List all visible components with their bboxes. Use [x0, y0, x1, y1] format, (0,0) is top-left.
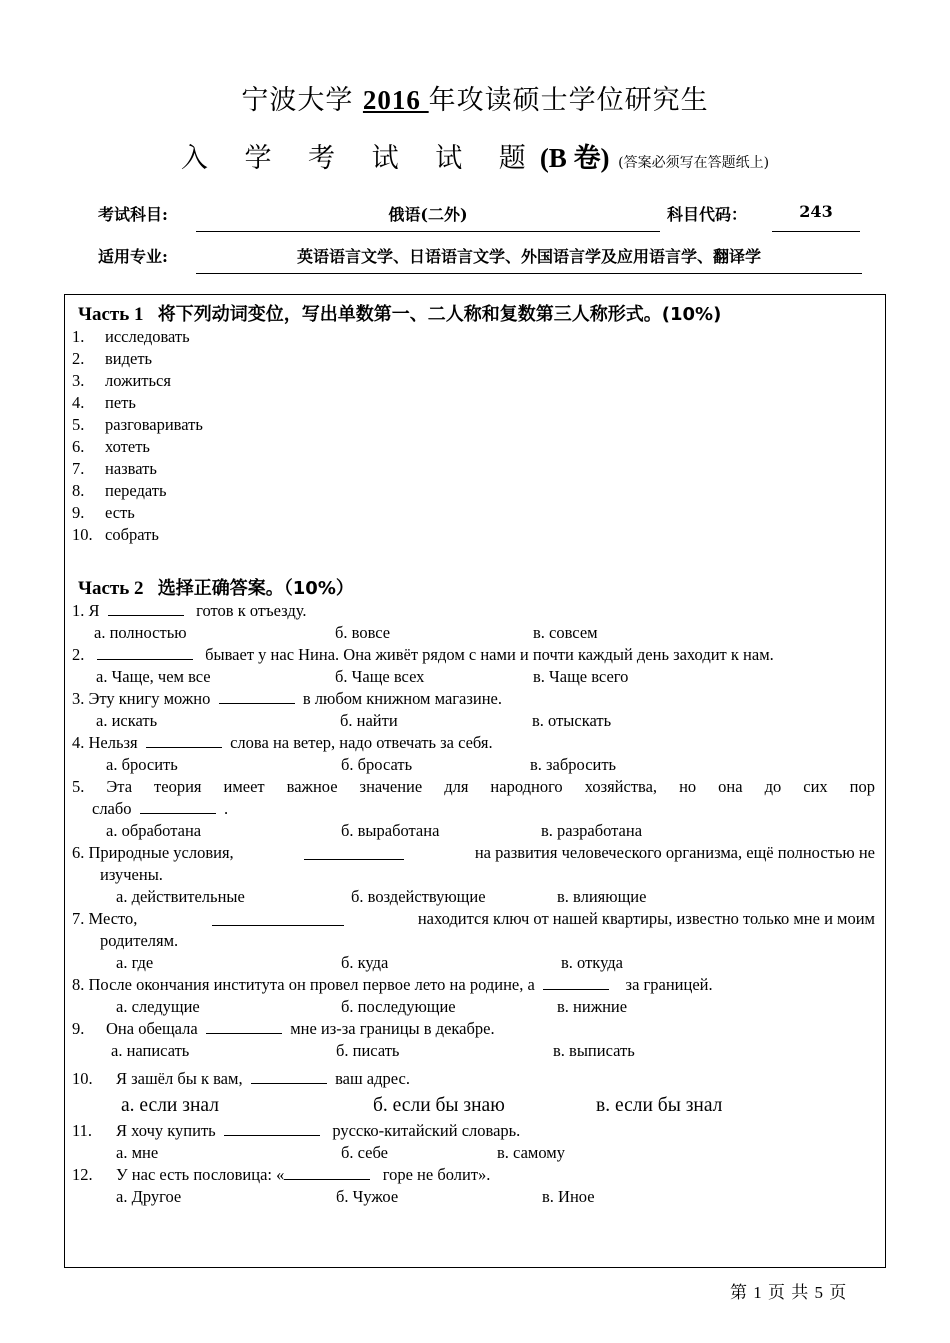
q-text: 3. Эту книгу можно: [72, 689, 211, 708]
q11-option-b: б. себе: [341, 1143, 388, 1162]
q-text: находится ключ от нашей квартиры, известно только мне и моим: [417, 909, 875, 928]
subject-label: 考试科目:: [98, 205, 168, 224]
question-12-num: 12.: [72, 1165, 93, 1184]
item-num: 8.: [72, 481, 85, 500]
item-num: 2.: [72, 349, 85, 368]
part1-verb: передать: [105, 481, 167, 500]
part1-item: [72, 525, 93, 545]
title-rest: 年攻读硕士学位研究生: [428, 85, 709, 116]
q-text: русско-китайский словарь.: [332, 1121, 521, 1140]
q-text: 4. Нельзя: [72, 733, 138, 752]
item-num: 5.: [72, 415, 85, 434]
answer-blank: [140, 799, 216, 814]
question-10-num: 10.: [72, 1069, 93, 1088]
answer-blank: [108, 601, 184, 616]
part1-item: [72, 459, 84, 479]
item-num: 9.: [72, 503, 85, 522]
q6-option-c: в. влияющие: [557, 887, 647, 906]
answer-blank: [146, 733, 222, 748]
q12-option-c: в. Иное: [542, 1187, 595, 1206]
item-num: 1.: [72, 327, 85, 346]
item-num: 6.: [72, 437, 85, 456]
q-text: на развития человеческого организма, ещё полностью не: [474, 843, 875, 862]
q9-option-a: а. написать: [111, 1041, 190, 1060]
question-5: 5. Эта теория имеет важное значение для народного хозяйства, но она до сих пор: [72, 777, 875, 796]
part1-verb: разговаривать: [105, 415, 203, 434]
part1-instruction: 将下列动词变位，写出单数第一、二人称和复数第三人称形式。(10%): [157, 304, 722, 325]
question-9: [106, 1019, 495, 1039]
code-label: 科目代码：: [667, 205, 748, 224]
q-text: слова на ветер, надо отвечать за себя.: [230, 733, 493, 752]
q-text: 7. Место,: [72, 909, 138, 928]
answer-blank: [251, 1069, 327, 1084]
q2-option-a: а. Чаще, чем все: [96, 667, 211, 686]
q8-option-b: б. последующие: [341, 997, 456, 1016]
answer-blank: [543, 975, 609, 990]
question-7-cont: родителям.: [100, 931, 179, 950]
q11-option-c: в. самому: [497, 1143, 565, 1162]
item-num: 4.: [72, 393, 85, 412]
part1-verb: назвать: [105, 459, 157, 478]
subject-value: 俄语(二外): [388, 205, 468, 224]
answer-blank: [212, 911, 344, 926]
part1-verb: собрать: [105, 525, 159, 544]
q-text: готов к отъезду.: [196, 601, 307, 620]
answer-blank: [224, 1121, 320, 1136]
part1-verb: ложиться: [105, 371, 171, 390]
q10-option-a: а. если знал: [121, 1095, 219, 1116]
part1-verb: видеть: [105, 349, 153, 368]
q2-option-b: б. Чаще всех: [335, 667, 425, 686]
code-underline: [772, 231, 860, 232]
question-11-num: 11.: [72, 1121, 93, 1140]
question-4: [72, 733, 493, 753]
question-6-cont: изучены.: [100, 865, 163, 884]
q-text: Я зашёл бы к вам,: [116, 1069, 243, 1088]
part1-item: [72, 503, 84, 523]
question-5-cont: [92, 799, 228, 819]
part1-verb: петь: [105, 393, 136, 412]
title-year: 2016: [362, 85, 429, 115]
answer-blank: [219, 689, 295, 704]
exam-subtitle: [0, 136, 950, 175]
answer-blank: [304, 845, 404, 860]
question-6: [72, 843, 875, 863]
question-11: [116, 1121, 520, 1141]
part1-item: [72, 349, 84, 369]
question-2: [72, 645, 774, 665]
q3-option-c: в. отыскать: [532, 711, 612, 730]
part1-heading: [78, 300, 721, 326]
q-text: 1. Я: [72, 601, 100, 620]
q-text: в любом книжном магазине.: [302, 689, 502, 708]
question-8: [72, 975, 713, 995]
q12-option-a: а. Другое: [116, 1187, 182, 1206]
part1-item: [72, 393, 84, 413]
item-num: 7.: [72, 459, 85, 478]
q-text: .: [224, 799, 229, 818]
part1-label: Часть 1: [78, 304, 144, 325]
q8-option-c: в. нижние: [557, 997, 628, 1016]
q4-option-b: б. бросать: [341, 755, 413, 774]
part1-item: [72, 371, 84, 391]
part1-item: [72, 415, 84, 435]
q5-option-a: а. обработана: [106, 821, 202, 840]
part2-instruction: 选择正确答案。（10%）: [157, 578, 354, 599]
major-label: 适用专业:: [98, 247, 168, 266]
answer-blank: [206, 1019, 282, 1034]
question-1: [72, 601, 306, 621]
q10-option-c: в. если бы знал: [596, 1095, 723, 1116]
part1-verb: хотеть: [105, 437, 150, 456]
part1-verb: есть: [105, 503, 135, 522]
q8-option-a: а. следущие: [116, 997, 200, 1016]
question-12: [116, 1165, 490, 1185]
q1-option-c: в. совсем: [533, 623, 598, 642]
q5-option-c: в. разработана: [541, 821, 643, 840]
answer-blank: [284, 1165, 370, 1180]
item-num: 10.: [72, 525, 93, 544]
question-9-num: 9.: [72, 1019, 85, 1038]
q-text: 2.: [72, 645, 85, 664]
part1-verb: исследовать: [105, 327, 190, 346]
q-text: 6. Природные условия,: [72, 843, 234, 862]
q-text: за границей.: [625, 975, 713, 994]
item-num: 3.: [72, 371, 85, 390]
q7-option-a: а. где: [116, 953, 154, 972]
q7-option-c: в. откуда: [561, 953, 623, 972]
question-7: [72, 909, 875, 929]
q-text: 8. После окончания института он провел первое лето на родине, а: [72, 975, 535, 994]
subject-underline: [196, 231, 660, 232]
question-10: [116, 1069, 410, 1089]
part1-item: [72, 481, 84, 501]
q-text: мне из-за границы в декабре.: [290, 1019, 495, 1038]
q5-option-b: б. выработана: [341, 821, 440, 840]
q6-option-b: б. воздействующие: [351, 887, 486, 906]
q2-option-c: в. Чаще всего: [533, 667, 629, 686]
q3-option-b: б. найти: [340, 711, 398, 730]
subtitle-main: 入 学 考 试 试 题: [180, 143, 540, 174]
q-text: У нас есть пословица: «: [116, 1165, 285, 1184]
q-text: бывает у нас Нина. Она живёт рядом с нами и почти каждый день заходит к нам.: [205, 645, 774, 664]
q1-option-a: а. полностью: [94, 623, 187, 642]
q9-option-b: б. писать: [336, 1041, 400, 1060]
q10-option-b: б. если бы знаю: [373, 1095, 505, 1116]
title-university: 宁波大学: [241, 85, 363, 116]
major-underline: [196, 273, 862, 274]
major-value: 英语语言文学、日语语言文学、外国语言学及应用语言学、翻译学: [296, 247, 761, 266]
exam-title: [0, 78, 950, 117]
q4-option-c: в. забросить: [530, 755, 617, 774]
q-text: Она обещала: [106, 1019, 198, 1038]
subtitle-variant: (B 卷): [539, 143, 610, 173]
answer-blank: [97, 645, 193, 660]
q7-option-b: б. куда: [341, 953, 389, 972]
q9-option-c: в. выписать: [553, 1041, 635, 1060]
q-text: горе не болит».: [382, 1165, 491, 1184]
q1-option-b: б. вовсе: [335, 623, 391, 642]
part1-item: [72, 327, 84, 347]
q11-option-a: а. мне: [116, 1143, 159, 1162]
q3-option-a: а. искать: [96, 711, 158, 730]
q-text: Я хочу купить: [116, 1121, 216, 1140]
subtitle-note: (答案必须写在答题纸上): [618, 155, 770, 171]
page-number: 第 1 页 共 5 页: [730, 1283, 848, 1302]
q6-option-a: а. действительные: [116, 887, 245, 906]
q4-option-a: а. бросить: [106, 755, 178, 774]
q12-option-b: б. Чужое: [336, 1187, 399, 1206]
q-text: слабо: [92, 799, 132, 818]
question-3: [72, 689, 502, 709]
part2-label: Часть 2: [78, 578, 144, 599]
part2-heading: [78, 574, 354, 600]
part1-item: [72, 437, 84, 457]
q-text: ваш адрес.: [335, 1069, 410, 1088]
code-value: 243: [799, 202, 833, 221]
